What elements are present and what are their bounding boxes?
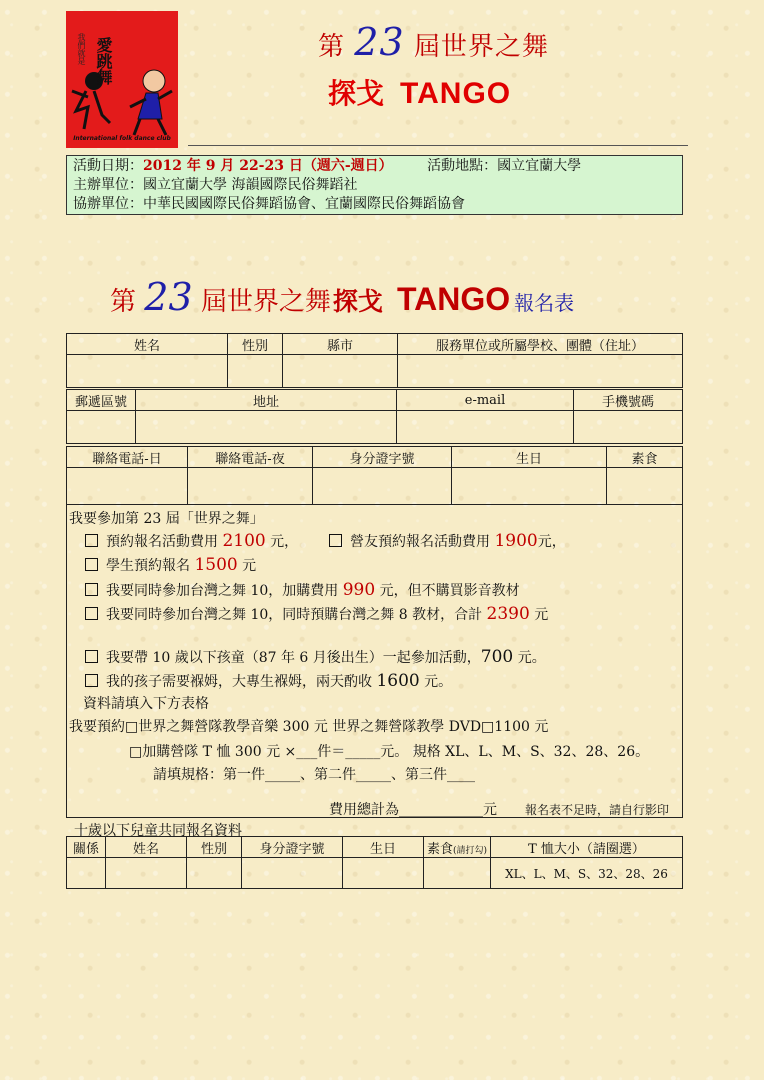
dancers-illustration bbox=[66, 11, 178, 148]
input-id-number[interactable] bbox=[313, 468, 452, 505]
form-title-prefix: 第 bbox=[110, 287, 137, 317]
fill-note: 資料請填入下方表格 bbox=[83, 696, 209, 712]
amount-babysitter: 1600 bbox=[376, 671, 420, 691]
kids-header-vegetarian: 素食(請打勾) bbox=[424, 837, 491, 858]
size-line[interactable]: 請填規格：第一件_____、第二件_____、第三件____ bbox=[153, 767, 475, 783]
kids-table bbox=[66, 836, 683, 889]
checkbox-student[interactable] bbox=[85, 558, 98, 571]
header-phone-day: 聯絡電話-日 bbox=[67, 447, 188, 468]
header-divider bbox=[188, 145, 688, 146]
personal-info-table-1 bbox=[66, 333, 683, 388]
date-row bbox=[73, 157, 682, 176]
personal-info-table-2 bbox=[66, 389, 683, 444]
input-city[interactable] bbox=[283, 355, 398, 388]
page-title bbox=[318, 20, 549, 64]
title-number: 23 bbox=[354, 20, 405, 64]
kids-input-relation[interactable] bbox=[67, 858, 106, 889]
input-affiliation[interactable] bbox=[398, 355, 683, 388]
kids-input-vegetarian[interactable] bbox=[424, 858, 491, 889]
veg-note: (請打勾) bbox=[452, 845, 488, 856]
checkbox-babysitter[interactable] bbox=[85, 674, 98, 687]
option-babysitter[interactable]: 我的孩子需要褓姆，大專生褓姆，兩天酌收 1600 元。 bbox=[85, 671, 452, 691]
option-taiwan-dance-10[interactable]: 我要同時參加台灣之舞 10，加購費用 990 元，但不購買影音教材 bbox=[85, 580, 520, 600]
date-label: 活動日期： bbox=[73, 158, 143, 174]
input-postal-code[interactable] bbox=[67, 411, 136, 444]
page-subtitle bbox=[328, 72, 511, 112]
header-phone-night: 聯絡電話-夜 bbox=[188, 447, 313, 468]
input-vegetarian[interactable] bbox=[607, 468, 683, 505]
option-taiwan-dance-8[interactable]: 我要同時參加台灣之舞 10，同時預購台灣之舞 8 教材，合計 2390 元 bbox=[85, 604, 548, 624]
option-early-registration[interactable]: 預約報名活動費用 2100 元， bbox=[85, 531, 298, 551]
header-email: e-mail bbox=[397, 390, 574, 411]
amount-taiwan-dance-10: 990 bbox=[342, 580, 376, 600]
kids-tshirt-sizes[interactable]: XL、L、M、S、32、28、26 bbox=[491, 858, 683, 889]
location-text: 活動地點：國立宜蘭大學 bbox=[427, 158, 582, 174]
total-line: 費用總計為____________元 bbox=[329, 802, 497, 818]
kids-input-gender[interactable] bbox=[187, 858, 242, 889]
date-value: 2012 年 9 月 22-23 日（週六-週日） bbox=[143, 158, 393, 174]
logo-big-text: 愛跳舞 bbox=[94, 37, 113, 85]
input-mobile[interactable] bbox=[574, 411, 683, 444]
amount-child: 700 bbox=[480, 647, 514, 667]
subtitle-en: TANGO bbox=[400, 77, 512, 110]
amount-student: 1500 bbox=[194, 555, 238, 575]
amount-taiwan-dance-8: 2390 bbox=[486, 604, 530, 624]
tshirt-line[interactable]: □加購營隊 T 恤 300 元 ×___件＝_____元。 規格 XL、L、M、S、32、28、26。 bbox=[129, 744, 650, 760]
header-mobile: 手機號碼 bbox=[574, 390, 683, 411]
kids-input-name[interactable] bbox=[106, 858, 187, 889]
form-title-tail: 報名表 bbox=[514, 291, 575, 315]
header-birthday: 生日 bbox=[452, 447, 607, 468]
amount-early-registration: 2100 bbox=[222, 531, 266, 551]
kids-header-name: 姓名 bbox=[106, 837, 187, 858]
checkbox-camp-friend[interactable] bbox=[329, 534, 342, 547]
option-camp-friend[interactable]: 營友預約報名活動費用 1900元， bbox=[329, 531, 566, 551]
checkbox-taiwan-dance-8[interactable] bbox=[85, 607, 98, 620]
header-gender: 性別 bbox=[228, 334, 283, 355]
checkbox-child[interactable] bbox=[85, 650, 98, 663]
event-info-box bbox=[66, 155, 683, 215]
header-affiliation: 服務單位或所屬學校、團體（住址） bbox=[398, 334, 683, 355]
total-label: 費用總計為 bbox=[329, 802, 399, 818]
kids-input-id[interactable] bbox=[242, 858, 343, 889]
organizer-text: 主辦單位：國立宜蘭大學 海韻國際民俗舞蹈社 bbox=[73, 177, 358, 193]
header-city: 縣市 bbox=[283, 334, 398, 355]
total-blank[interactable]: ____________ bbox=[399, 802, 483, 818]
kids-header-gender: 性別 bbox=[187, 837, 242, 858]
kids-header-relation: 關係 bbox=[67, 837, 106, 858]
registration-options bbox=[66, 503, 683, 818]
subtitle-cn: 探戈 bbox=[328, 77, 385, 110]
title-suffix: 屆世界之舞 bbox=[413, 32, 549, 62]
input-phone-night[interactable] bbox=[188, 468, 313, 505]
kids-header-tshirt: T 恤大小（請圈選） bbox=[491, 837, 683, 858]
checkbox-early-registration[interactable] bbox=[85, 534, 98, 547]
options-intro: 我要參加第 23 屆「世界之舞」 bbox=[69, 511, 264, 527]
header-name: 姓名 bbox=[67, 334, 228, 355]
copy-note: 報名表不足時，請自行影印 bbox=[525, 803, 670, 817]
club-logo bbox=[66, 11, 178, 148]
amount-camp-friend: 1900 bbox=[494, 531, 538, 551]
form-title-cn: 探戈 bbox=[332, 287, 383, 316]
logo-caption: International folk dance club bbox=[73, 135, 171, 142]
preorder-line[interactable]: 我要預約□世界之舞營隊教學音樂 300 元 世界之舞營隊教學 DVD□1100 元 bbox=[69, 719, 549, 735]
input-name[interactable] bbox=[67, 355, 228, 388]
form-title-number: 23 bbox=[144, 275, 193, 319]
kids-header-birthday: 生日 bbox=[343, 837, 424, 858]
header-address: 地址 bbox=[136, 390, 397, 411]
form-title bbox=[110, 275, 574, 319]
checkbox-taiwan-dance-10[interactable] bbox=[85, 583, 98, 596]
personal-info-table-3 bbox=[66, 446, 683, 505]
title-prefix: 第 bbox=[318, 32, 346, 62]
co-organizer-text: 協辦單位：中華民國國際民俗舞蹈協會、宜蘭國際民俗舞蹈協會 bbox=[73, 196, 465, 212]
form-title-suffix: 屆世界之舞 bbox=[200, 287, 331, 317]
logo-small-text: 我們就是 bbox=[77, 33, 86, 65]
option-student[interactable]: 學生預約報名 1500 元 bbox=[85, 555, 256, 575]
input-phone-day[interactable] bbox=[67, 468, 188, 505]
form-title-en: TANGO bbox=[396, 281, 511, 317]
kids-caption: 十歲以下兒童共同報名資料 bbox=[74, 823, 242, 839]
input-address[interactable] bbox=[136, 411, 397, 444]
input-gender[interactable] bbox=[228, 355, 283, 388]
header-postal-code: 郵遞區號 bbox=[67, 390, 136, 411]
kids-header-id: 身分證字號 bbox=[242, 837, 343, 858]
input-email[interactable] bbox=[397, 411, 574, 444]
input-birthday[interactable] bbox=[452, 468, 607, 505]
header-vegetarian: 素食 bbox=[607, 447, 683, 468]
kids-input-birthday[interactable] bbox=[343, 858, 424, 889]
option-child[interactable]: 我要帶 10 歲以下孩童（87 年 6 月後出生）一起參加活動，700 元。 bbox=[85, 647, 546, 667]
header-id-number: 身分證字號 bbox=[313, 447, 452, 468]
